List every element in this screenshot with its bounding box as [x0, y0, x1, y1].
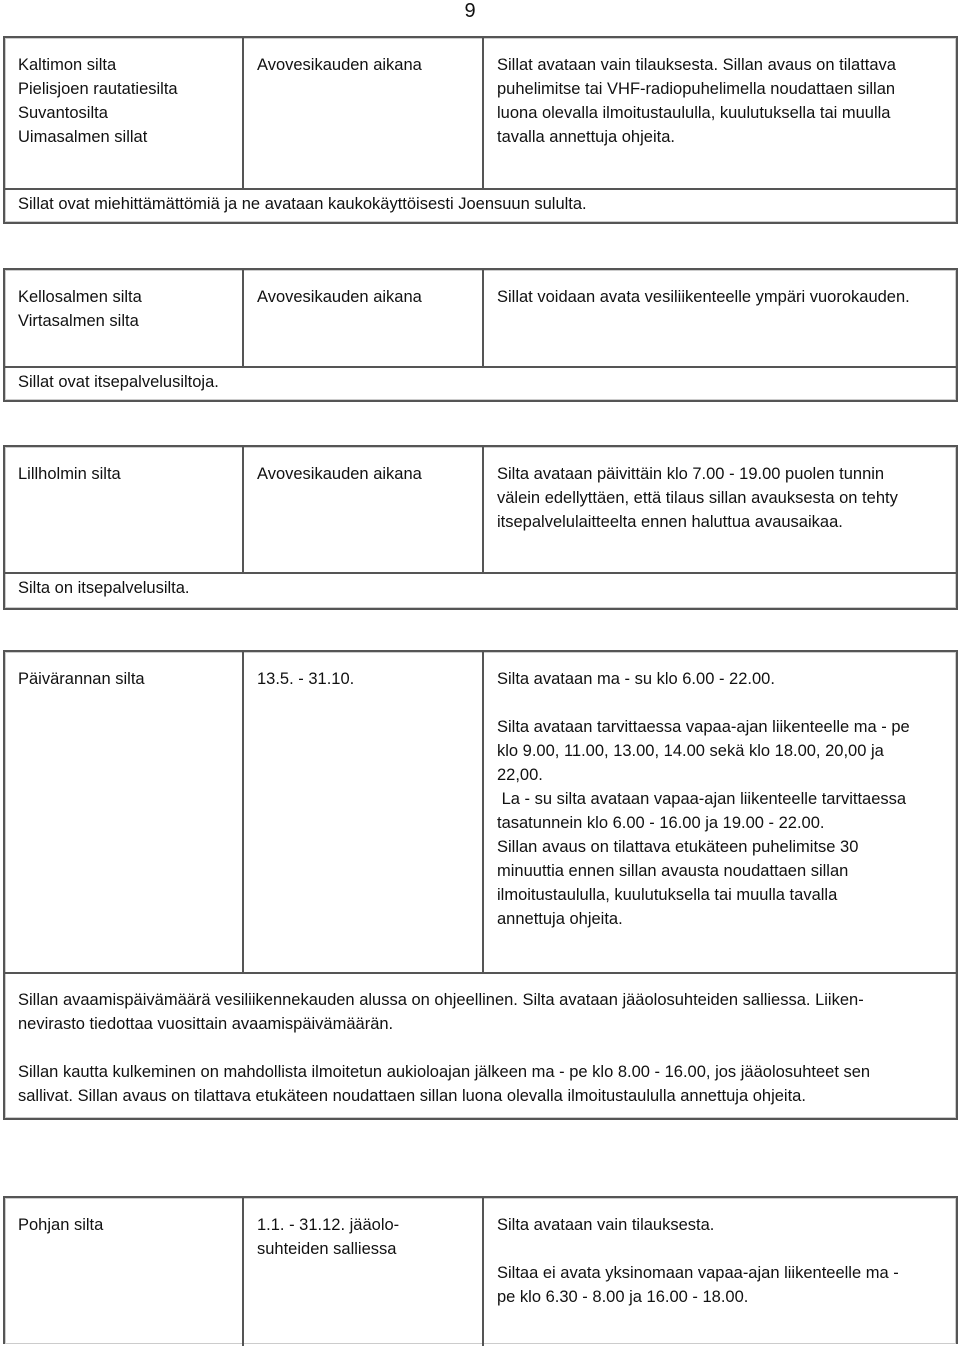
- details-line: tasatunnein klo 6.00 - 16.00 ja 19.00 - 22.00.: [497, 814, 825, 832]
- period-text: 1.1. - 31.12. jääolo-: [257, 1216, 400, 1234]
- period-text: Avovesikauden aikana: [257, 56, 422, 74]
- bridge-names-cell: [5, 38, 244, 188]
- bridge-table-kellosalmi: [3, 268, 958, 402]
- details-line: Sillan avaus on tilattava etukäteen puhelimitse 30: [497, 838, 859, 856]
- bridge-names-cell: [5, 652, 244, 972]
- details-line: pe klo 6.30 - 8.00 ja 16.00 - 18.00.: [497, 1288, 749, 1306]
- bridge-name: Päivärannan silta: [18, 670, 145, 688]
- table-row: [5, 447, 956, 574]
- details-cell: [484, 1198, 956, 1346]
- note-text: Silta on itsepalvelusilta.: [18, 579, 190, 597]
- note-text: Sillan avaamispäivämäärä vesiliikennekauden alussa on ohjeellinen. Silta avataan jääolosuhteiden salliessa. Liiken-: [18, 991, 864, 1009]
- details-line: puhelimitse tai VHF-radiopuhelimella noudattaen sillan: [497, 80, 896, 98]
- bridge-name: Suvantosilta: [18, 104, 108, 122]
- details-line: 22,00.: [497, 766, 543, 784]
- bridge-name: Uimasalmen sillat: [18, 128, 148, 146]
- details-line: Siltaa ei avata yksinomaan vapaa-ajan liikenteelle ma -: [497, 1264, 899, 1282]
- period-text: 13.5. - 31.10.: [257, 670, 355, 688]
- details-line: minuuttia ennen sillan avausta noudattaen sillan: [497, 862, 849, 880]
- section-note: [5, 190, 956, 222]
- note-text: sallivat. Sillan avaus on tilattava etukäteen noudattaen sillan luona olevalla ilmoitustaululla annettuja ohjeita.: [18, 1087, 806, 1105]
- bridge-table-joensuu: [3, 36, 958, 224]
- table-row: [5, 652, 956, 974]
- period-cell: [244, 652, 484, 972]
- section-note: [5, 368, 956, 400]
- details-cell: [484, 447, 956, 572]
- table-row: [5, 38, 956, 190]
- details-line: Silta avataan vain tilauksesta.: [497, 1216, 715, 1234]
- table-row: [5, 270, 956, 368]
- bridge-table-pohja: [3, 1196, 958, 1344]
- period-cell: [244, 270, 484, 366]
- details-line: välein edellyttäen, että tilaus sillan avauksesta on tehty: [497, 489, 898, 507]
- details-cell: [484, 38, 956, 188]
- details-line: Silta avataan tarvittaessa vapaa-ajan liikenteelle ma - pe: [497, 718, 910, 736]
- period-cell: [244, 447, 484, 572]
- note-text: Sillat ovat itsepalvelusiltoja.: [18, 373, 219, 391]
- details-line: luona olevalla ilmoitustaululla, kuulutuksella tai muulla: [497, 104, 891, 122]
- details-line: Sillat voidaan avata vesiliikenteelle ympäri vuorokauden.: [497, 288, 910, 306]
- bridge-name: Pohjan silta: [18, 1216, 104, 1234]
- note-text: nevirasto tiedottaa vuosittain avaamispäivämäärän.: [18, 1015, 394, 1033]
- bridge-name: Virtasalmen silta: [18, 312, 139, 330]
- details-line: Silta avataan päivittäin klo 7.00 - 19.00 puolen tunnin: [497, 465, 885, 483]
- bridge-name: Pielisjoen rautatiesilta: [18, 80, 178, 98]
- bridge-table-lillholm: [3, 445, 958, 610]
- table-row: [5, 1198, 956, 1346]
- details-line: annettuja ohjeita.: [497, 910, 623, 928]
- bridge-name: Kellosalmen silta: [18, 288, 142, 306]
- bridge-name: Lillholmin silta: [18, 465, 121, 483]
- period-cell: [244, 1198, 484, 1346]
- period-text: Avovesikauden aikana: [257, 288, 422, 306]
- note-text: Sillat ovat miehittämättömiä ja ne avataan kaukokäyttöisesti Joensuun sululta.: [18, 195, 587, 213]
- details-line: ilmoitustaululla, kuulutuksella tai muulla tavalla: [497, 886, 838, 904]
- period-text: Avovesikauden aikana: [257, 465, 422, 483]
- period-cell: [244, 38, 484, 188]
- details-cell: [484, 652, 956, 972]
- page-number: 9: [464, 0, 476, 22]
- bridge-names-cell: [5, 270, 244, 366]
- bridge-table-paivaranta: [3, 650, 958, 1120]
- bridge-name: Kaltimon silta: [18, 56, 117, 74]
- details-line: Silta avataan ma - su klo 6.00 - 22.00.: [497, 670, 775, 688]
- bridge-names-cell: [5, 447, 244, 572]
- details-cell: [484, 270, 956, 366]
- details-line: Sillat avataan vain tilauksesta. Sillan avaus on tilattava: [497, 56, 896, 74]
- period-text: suhteiden salliessa: [257, 1240, 397, 1258]
- details-line: tavalla annettuja ohjeita.: [497, 128, 675, 146]
- section-note: [5, 574, 956, 608]
- note-text: Sillan kautta kulkeminen on mahdollista ilmoitetun aukioloajan jälkeen ma - pe klo 8.00 - 16.00, jos jääolosuhteet sen: [18, 1063, 871, 1081]
- details-line: itsepalvelulaitteelta ennen haluttua avausaikaa.: [497, 513, 843, 531]
- bridge-names-cell: [5, 1198, 244, 1346]
- details-line: La - su silta avataan vapaa-ajan liikenteelle tarvittaessa: [497, 790, 907, 808]
- section-note: [5, 974, 956, 1118]
- details-line: klo 9.00, 11.00, 13.00, 14.00 sekä klo 18.00, 20,00 ja: [497, 742, 884, 760]
